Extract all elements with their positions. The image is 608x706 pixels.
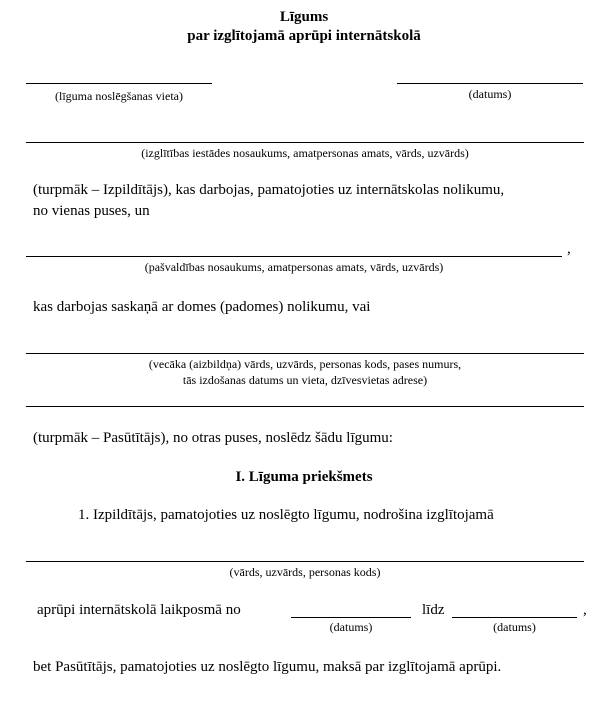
date-field-line[interactable] <box>397 83 583 84</box>
pupil-caption: (vārds, uzvārds, personas kods) <box>229 565 381 579</box>
to-date-field-line[interactable] <box>452 617 577 618</box>
care-period-until: līdz <box>422 602 445 618</box>
from-date-caption: (datums) <box>329 620 373 634</box>
municipality-caption: (pašvaldības nosaukums, amatpersonas amats, vārds, uzvārds) <box>144 260 444 274</box>
parent-field-line[interactable] <box>26 353 584 354</box>
executor-text-line2: no vienas puses, un <box>33 203 150 219</box>
payment-text: bet Pasūtītājs, pamatojoties uz noslēgto līgumu, maksā par izglītojamā aprūpi. <box>33 659 502 675</box>
municipality-field-line[interactable] <box>26 256 562 257</box>
municipality-comma: , <box>567 241 571 257</box>
parent-caption-line1: (vecāka (aizbildņa) vārds, uzvārds, personas kods, pases numurs, <box>148 357 462 371</box>
executor-text-line1: (turpmāk – Izpildītājs), kas darbojas, pamatojoties uz internātskolas nolikumu, <box>33 182 505 198</box>
date-caption: (datums) <box>468 87 512 101</box>
place-caption: (līguma noslēgšanas vieta) <box>55 89 183 103</box>
parent-caption-line2: tās izdošanas datums un vieta, dzīvesvietas adrese) <box>182 373 428 387</box>
to-date-caption: (datums) <box>493 620 536 634</box>
section-heading: I. Līguma priekšmets <box>235 469 373 485</box>
pupil-field-line[interactable] <box>26 561 584 562</box>
institution-caption: (izglītības iestādes nosaukums, amatpersonas amats, vārds, uzvārds) <box>141 146 469 160</box>
from-date-field-line[interactable] <box>291 617 411 618</box>
care-period-prefix: aprūpi internātskolā laikposmā no <box>37 602 241 618</box>
place-field-line[interactable] <box>26 83 212 84</box>
parent-field-line-2[interactable] <box>26 406 584 407</box>
council-text: kas darbojas saskaņā ar domes (padomes) nolikumu, vai <box>33 299 371 315</box>
document-subtitle: par izglītojamā aprūpi internātskolā <box>187 28 421 44</box>
clause-1-text: 1. Izpildītājs, pamatojoties uz noslēgto līgumu, nodrošina izglītojamā <box>78 507 494 523</box>
customer-text: (turpmāk – Pasūtītājs), no otras puses, noslēdz šādu līgumu: <box>33 430 393 446</box>
institution-field-line[interactable] <box>26 142 584 143</box>
care-period-comma: , <box>583 602 587 618</box>
document-title: Līgums <box>279 9 329 25</box>
